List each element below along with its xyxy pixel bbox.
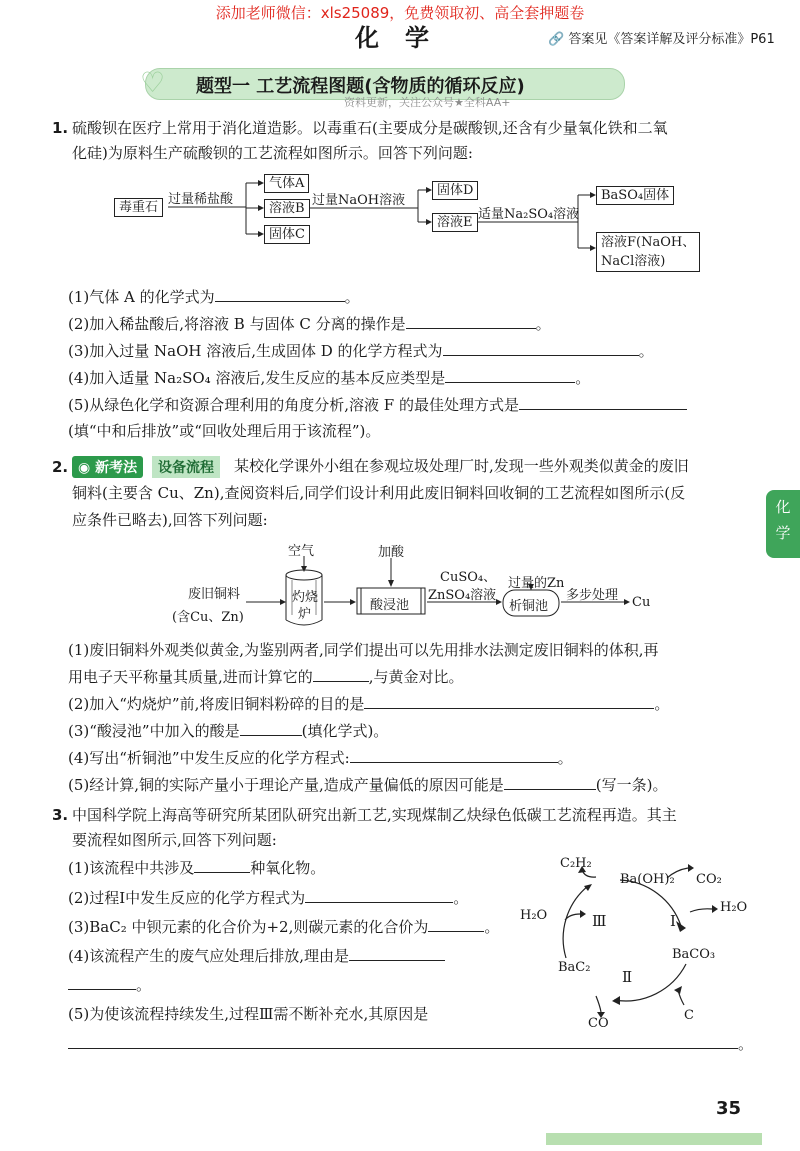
flow-box-start: 毒重石 [114, 198, 163, 217]
section-watermark: 资料更新，关注公众号★全科AA+ [344, 96, 511, 109]
cycle-label-baoh2: Ba(OH)₂ [620, 872, 675, 887]
cycle-label-h2o-left: H₂O [520, 908, 548, 923]
q3-part4: (4)该流程产生的废气应处理后排放,理由是 [68, 946, 445, 966]
q3-stem-line1: 中国科学院上海高等研究所某团队研究出新工艺,实现煤制乙炔绿色低碳工艺流程再造。其主 [72, 806, 677, 824]
q1-stem-line1: 硫酸钡在医疗上常用于消化道造影。以毒重石(主要成分是碳酸钡,还含有少量氧化铁和二氧 [72, 119, 668, 137]
furnace-label-line2: 炉 [298, 607, 312, 622]
q1-part2: (2)加入稀盐酸后,将溶液 B 与固体 C 分离的操作是 。 [68, 315, 551, 333]
q1-part3: (3)加入过量 NaOH 溶液后,生成固体 D 的化学方程式为 。 [68, 342, 654, 360]
flow-box-sol-b: 溶液B [264, 199, 310, 218]
q3-stem-line2: 要流程如图所示,回答下列问题: [72, 831, 277, 849]
section-title: 题型一 工艺流程图题(含物质的循环反应) [196, 76, 525, 97]
cycle-label-process-2: Ⅱ [622, 968, 633, 986]
flow-label-zn: 过量的Zn [508, 576, 565, 591]
q1-stem-line2: 化硅)为原料生产硫酸钡的工艺流程如图所示。回答下列问题: [72, 144, 473, 162]
q2-stem-line3: 应条件已略去),回答下列问题: [72, 511, 268, 529]
cycle-label-c: C [684, 1008, 694, 1023]
heart-icon: ♡ [140, 66, 166, 99]
flow-label-feed-line2: (含Cu、Zn) [172, 610, 244, 625]
q1-part5-hint: (填“中和后排放”或“回收处理后用于该流程”)。 [68, 422, 381, 440]
flow-box-sol-e: 溶液E [432, 213, 478, 232]
side-tab-char1: 化 [775, 498, 791, 516]
q2-stem-line1: 某校化学课外小组在参观垃圾处理厂时,发现一些外观类似黄金的废旧 [234, 457, 689, 475]
flow-label-solution-line1: CuSO₄、 [440, 570, 497, 585]
flow-box-solid-d: 固体D [432, 181, 478, 200]
cycle-label-process-1: Ⅰ [670, 912, 676, 930]
flow-box-sol-f-line2: NaCl溶液) [601, 254, 666, 269]
q3-part5-answer-line: 。 [68, 1034, 753, 1054]
q2-part2: (2)加入“灼烧炉”前,将废旧铜料粉碎的目的是 。 [68, 695, 670, 713]
flow-label-step1: 过量稀盐酸 [168, 192, 234, 207]
q1-part1: (1)气体 A 的化学式为 。 [68, 288, 360, 306]
cycle-label-baco3: BaCO₃ [672, 947, 716, 962]
cycle-label-co: CO [588, 1016, 609, 1031]
subject-title: 化学 [355, 24, 455, 52]
furnace-label-line1: 灼烧 [292, 590, 319, 605]
cycle-label-process-3: Ⅲ [592, 912, 607, 930]
subject-side-tab [766, 490, 800, 558]
top-watermark: 添加老师微信：xls25089，免费领取初、高全套押题卷 [215, 4, 585, 22]
answer-reference-text: 答案见《答案详解及评分标准》P61 [568, 32, 775, 47]
flow-label-step3: 适量Na₂SO₄溶液 [478, 207, 580, 222]
flow-label-solution-line2: ZnSO₄溶液 [428, 588, 497, 603]
q3-part4-continue: 。 [68, 975, 151, 995]
flow-label-acid: 加酸 [378, 545, 405, 560]
lightbulb-icon: ◉ [78, 460, 91, 476]
tag-equipment-flow: 设备流程 [152, 456, 220, 478]
q3-number: 3. [52, 806, 69, 824]
cycle-label-h2o-right: H₂O [720, 900, 748, 915]
flow-label-cu: Cu [632, 595, 651, 610]
q2-part1-line1: (1)废旧铜料外观类似黄金,为鉴别两者,同学们提出可以先用排水法测定废旧铜料的体积,再 [68, 641, 659, 659]
q1-part5: (5)从绿色化学和资源合理利用的角度分析,溶液 F 的最佳处理方式是 [68, 395, 687, 415]
q1-number: 1. [52, 119, 69, 137]
page-number: 35 [716, 1098, 742, 1119]
flow-box-solid-c: 固体C [264, 225, 310, 244]
q2-part5: (5)经计算,铜的实际产量小于理论产量,造成产量偏低的原因可能是 (写一条)。 [68, 776, 668, 794]
q2-part1-line2: 用电子天平称量其质量,进而计算它的 ,与黄金对比。 [68, 668, 464, 686]
flow-label-air: 空气 [288, 544, 315, 559]
tag-new-method: ◉ 新考法 [72, 456, 143, 478]
link-icon: 🔗 [548, 32, 565, 47]
leach-tank-label: 酸浸池 [370, 598, 410, 613]
q3-part1: (1)该流程中共涉及 种氧化物。 [68, 859, 326, 877]
q2-number: 2. [52, 458, 69, 476]
flow-label-step2: 过量NaOH溶液 [312, 193, 406, 208]
q3-part2: (2)过程Ⅰ中发生反应的化学方程式为 。 [68, 889, 469, 907]
cycle-label-bac2: BaC₂ [558, 960, 591, 975]
q1-part4: (4)加入适量 Na₂SO₄ 溶液后,发生反应的基本反应类型是 。 [68, 369, 591, 387]
cu-pool-label: 析铜池 [509, 599, 549, 614]
q2-stem-line2: 铜料(主要含 Cu、Zn),查阅资料后,同学们设计利用此废旧铜料回收铜的工艺流程如图所示(反 [72, 484, 686, 502]
side-tab-char2: 学 [775, 524, 791, 542]
q2-part3: (3)“酸浸池”中加入的酸是 (填化学式)。 [68, 722, 389, 740]
cycle-label-c2h2: C₂H₂ [560, 856, 592, 871]
cycle-label-co2: CO₂ [696, 872, 722, 887]
flow-box-product: BaSO₄固体 [596, 186, 674, 205]
q3-part5: (5)为使该流程持续发生,过程Ⅲ需不断补充水,其原因是 [68, 1005, 429, 1023]
flow-label-feed-line1: 废旧铜料 [188, 587, 241, 602]
q2-part4: (4)写出“析铜池”中发生反应的化学方程式: 。 [68, 749, 573, 767]
flow-box-sol-f-line1: 溶液F(NaOH、 [601, 235, 696, 250]
flow-label-multi-step: 多步处理 [566, 588, 619, 603]
footer-bar [546, 1133, 762, 1145]
flow-box-gas-a: 气体A [264, 174, 309, 193]
q3-part3: (3)BaC₂ 中钡元素的化合价为+2,则碳元素的化合价为 。 [68, 918, 500, 936]
